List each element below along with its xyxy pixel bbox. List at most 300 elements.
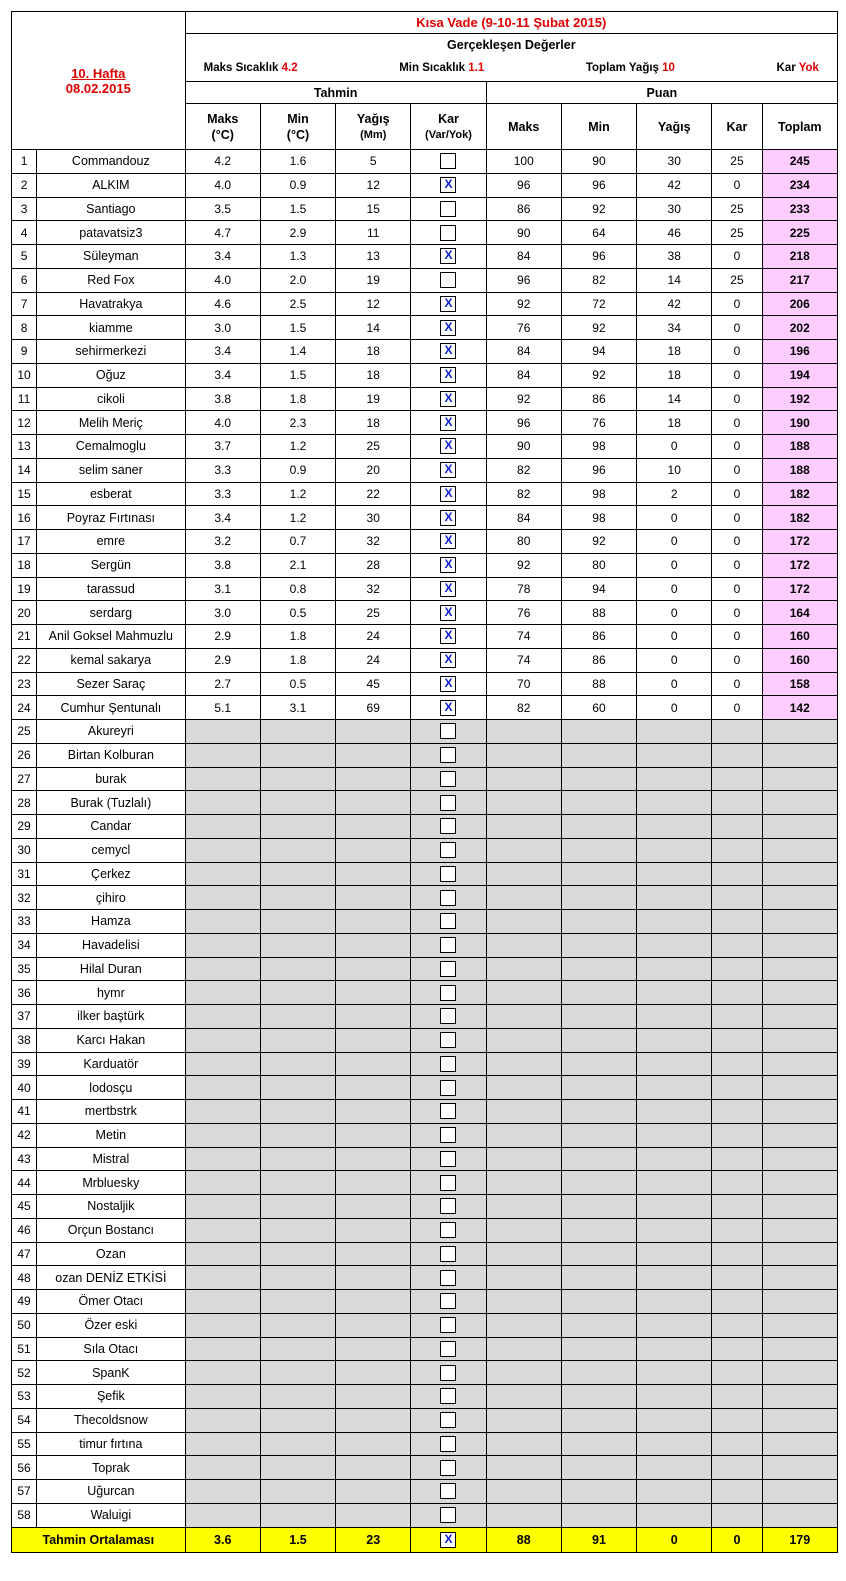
forecast-max	[185, 1100, 260, 1124]
score-snow	[712, 862, 762, 886]
forecast-min	[260, 1195, 335, 1219]
forecast-snow	[411, 1076, 486, 1100]
score-max	[486, 720, 561, 744]
forecast-max	[185, 1337, 260, 1361]
snow-checkbox[interactable]: X	[440, 296, 456, 312]
score-rain: 0	[637, 648, 712, 672]
score-snow: 0	[712, 316, 762, 340]
snow-checkbox[interactable]	[440, 225, 456, 241]
score-rain	[637, 791, 712, 815]
forecast-snow	[411, 553, 486, 577]
snow-checkbox[interactable]	[440, 842, 456, 858]
score-max	[486, 933, 561, 957]
score-min	[561, 1195, 636, 1219]
row-number: 52	[12, 1361, 37, 1385]
snow-checkbox[interactable]	[440, 1270, 456, 1286]
table-row-empty	[12, 1028, 838, 1052]
snow-checkbox[interactable]	[440, 818, 456, 834]
score-rain	[637, 1408, 712, 1432]
forecast-min: 2.0	[260, 268, 335, 292]
snow-checkbox[interactable]	[440, 1032, 456, 1048]
table-row	[12, 245, 838, 269]
score-min	[561, 1123, 636, 1147]
score-rain: 0	[637, 530, 712, 554]
snow-checkbox[interactable]	[440, 866, 456, 882]
table-row	[12, 150, 838, 174]
score-max: 74	[486, 648, 561, 672]
score-min	[561, 743, 636, 767]
col-score-min: Min	[561, 104, 636, 150]
forecast-snow	[411, 815, 486, 839]
forecast-rain: 28	[336, 553, 411, 577]
snow-checkbox[interactable]: X	[440, 652, 456, 668]
forecast-snow	[411, 791, 486, 815]
score-snow: 0	[712, 482, 762, 506]
forecast-snow	[411, 767, 486, 791]
score-max: 76	[486, 601, 561, 625]
forecast-min: 1.6	[260, 150, 335, 174]
score-min: 96	[561, 245, 636, 269]
row-number: 36	[12, 981, 37, 1005]
average-label: Tahmin Ortalaması	[12, 1527, 186, 1552]
snow-checkbox[interactable]	[440, 913, 456, 929]
score-min: 98	[561, 482, 636, 506]
score-rain	[637, 933, 712, 957]
table-row	[12, 648, 838, 672]
forecast-min: 2.3	[260, 411, 335, 435]
forecast-rain	[336, 1147, 411, 1171]
forecast-max	[185, 1456, 260, 1480]
score-min	[561, 1242, 636, 1266]
forecast-rain	[336, 1480, 411, 1504]
snow-checkbox[interactable]	[440, 1151, 456, 1167]
score-rain: 42	[637, 173, 712, 197]
forecast-rain	[336, 1337, 411, 1361]
score-rain: 14	[637, 268, 712, 292]
forecast-score-table	[11, 11, 838, 1553]
forecast-rain	[336, 815, 411, 839]
score-max	[486, 1456, 561, 1480]
score-rain	[637, 957, 712, 981]
score-rain: 14	[637, 387, 712, 411]
snow-checkbox[interactable]	[440, 1080, 456, 1096]
forecast-min	[260, 767, 335, 791]
score-max: 92	[486, 553, 561, 577]
snow-checkbox[interactable]	[440, 1460, 456, 1476]
score-total: 190	[762, 411, 837, 435]
score-snow	[712, 910, 762, 934]
table-row-empty	[12, 981, 838, 1005]
forecast-rain	[336, 791, 411, 815]
snow-checkbox[interactable]	[440, 890, 456, 906]
table-row-empty	[12, 886, 838, 910]
forecast-max: 4.6	[185, 292, 260, 316]
snow-checkbox[interactable]	[440, 795, 456, 811]
snow-checkbox[interactable]: X	[440, 676, 456, 692]
row-number: 40	[12, 1076, 37, 1100]
forecast-snow	[411, 173, 486, 197]
actual-snow: Kar Yok	[776, 62, 819, 75]
forecast-min	[260, 1076, 335, 1100]
forecast-snow	[411, 577, 486, 601]
score-total	[762, 1385, 837, 1409]
score-snow	[712, 767, 762, 791]
snow-checkbox[interactable]	[440, 1436, 456, 1452]
score-rain	[637, 1076, 712, 1100]
forecast-max	[185, 743, 260, 767]
forecast-rain	[336, 720, 411, 744]
score-snow: 0	[712, 411, 762, 435]
table-row-empty	[12, 1195, 838, 1219]
participant-name: Nostaljik	[37, 1195, 186, 1219]
forecast-snow	[411, 1218, 486, 1242]
snow-checkbox[interactable]: X	[440, 343, 456, 359]
forecast-snow	[411, 838, 486, 862]
table-row	[12, 672, 838, 696]
table-row	[12, 482, 838, 506]
row-number: 55	[12, 1432, 37, 1456]
score-max	[486, 1337, 561, 1361]
snow-checkbox[interactable]	[440, 1175, 456, 1191]
score-snow: 25	[712, 221, 762, 245]
forecast-snow	[411, 625, 486, 649]
forecast-max: 3.3	[185, 482, 260, 506]
table-row	[12, 268, 838, 292]
score-min: 98	[561, 435, 636, 459]
forecast-rain	[336, 1195, 411, 1219]
snow-checkbox[interactable]: X	[440, 628, 456, 644]
score-total: 172	[762, 577, 837, 601]
forecast-snow	[411, 530, 486, 554]
score-rain	[637, 1432, 712, 1456]
snow-checkbox[interactable]: X	[440, 581, 456, 597]
forecast-group-header: Tahmin	[185, 82, 486, 104]
table-row-empty	[12, 1480, 838, 1504]
score-min	[561, 1076, 636, 1100]
forecast-max: 3.8	[185, 553, 260, 577]
participant-name: Hamza	[37, 910, 186, 934]
participant-name: timur fırtına	[37, 1432, 186, 1456]
score-total	[762, 1171, 837, 1195]
snow-checkbox[interactable]	[440, 1412, 456, 1428]
score-total	[762, 981, 837, 1005]
score-max	[486, 957, 561, 981]
snow-checkbox[interactable]	[440, 1222, 456, 1238]
forecast-min: 0.7	[260, 530, 335, 554]
score-snow	[712, 1290, 762, 1314]
snow-checkbox[interactable]: X	[440, 367, 456, 383]
score-min: 82	[561, 268, 636, 292]
participant-name: çihiro	[37, 886, 186, 910]
snow-checkbox[interactable]	[440, 1056, 456, 1072]
forecast-snow	[411, 363, 486, 387]
forecast-min: 1.5	[260, 316, 335, 340]
forecast-min: 1.3	[260, 245, 335, 269]
snow-checkbox[interactable]: X	[440, 320, 456, 336]
score-snow	[712, 720, 762, 744]
table-row	[12, 530, 838, 554]
snow-checkbox[interactable]	[440, 1198, 456, 1214]
snow-checkbox[interactable]: X	[440, 533, 456, 549]
forecast-max: 4.0	[185, 268, 260, 292]
snow-checkbox[interactable]: X	[440, 486, 456, 502]
forecast-min	[260, 1361, 335, 1385]
score-max	[486, 767, 561, 791]
score-total	[762, 933, 837, 957]
score-max	[486, 1480, 561, 1504]
forecast-rain	[336, 957, 411, 981]
forecast-max	[185, 791, 260, 815]
score-snow: 0	[712, 340, 762, 364]
table-row-empty	[12, 1100, 838, 1124]
table-row-empty	[12, 815, 838, 839]
snow-checkbox[interactable]: X	[440, 557, 456, 573]
participant-name: Hilal Duran	[37, 957, 186, 981]
forecast-min	[260, 1147, 335, 1171]
snow-checkbox[interactable]	[440, 1365, 456, 1381]
score-max	[486, 1052, 561, 1076]
snow-checkbox[interactable]	[440, 1246, 456, 1262]
snow-checkbox[interactable]: X	[440, 415, 456, 431]
snow-checkbox[interactable]	[440, 1127, 456, 1143]
row-number: 18	[12, 553, 37, 577]
score-min	[561, 1313, 636, 1337]
score-rain	[637, 1218, 712, 1242]
snow-checkbox[interactable]	[440, 1388, 456, 1404]
participant-name: cikoli	[37, 387, 186, 411]
col-score-total: Toplam	[762, 104, 837, 150]
row-number: 7	[12, 292, 37, 316]
participant-name: patavatsiz3	[37, 221, 186, 245]
score-max	[486, 1266, 561, 1290]
forecast-max	[185, 1313, 260, 1337]
row-number: 38	[12, 1028, 37, 1052]
forecast-snow	[411, 316, 486, 340]
score-total	[762, 1028, 837, 1052]
score-max	[486, 1005, 561, 1029]
row-number: 44	[12, 1171, 37, 1195]
score-snow: 25	[712, 150, 762, 174]
forecast-max	[185, 1480, 260, 1504]
participant-name: serdarg	[37, 601, 186, 625]
snow-checkbox[interactable]: X	[440, 1532, 456, 1548]
score-total	[762, 1195, 837, 1219]
snow-checkbox[interactable]	[440, 771, 456, 787]
snow-checkbox[interactable]: X	[440, 605, 456, 621]
row-number: 24	[12, 696, 37, 720]
score-min	[561, 1052, 636, 1076]
score-total: 225	[762, 221, 837, 245]
score-snow	[712, 1147, 762, 1171]
score-total	[762, 1432, 837, 1456]
snow-checkbox[interactable]: X	[440, 700, 456, 716]
participant-name: esberat	[37, 482, 186, 506]
forecast-rain	[336, 1123, 411, 1147]
forecast-snow	[411, 340, 486, 364]
forecast-snow	[411, 387, 486, 411]
score-total: 172	[762, 553, 837, 577]
score-snow: 0	[712, 435, 762, 459]
participant-name: Cumhur Şentunalı	[37, 696, 186, 720]
row-number: 28	[12, 791, 37, 815]
table-row	[12, 458, 838, 482]
table-row	[12, 601, 838, 625]
snow-checkbox[interactable]: X	[440, 462, 456, 478]
score-rain	[637, 1123, 712, 1147]
forecast-rain: 5	[336, 150, 411, 174]
table-row-empty	[12, 1313, 838, 1337]
snow-checkbox[interactable]	[440, 961, 456, 977]
row-number: 29	[12, 815, 37, 839]
score-total	[762, 1480, 837, 1504]
score-total	[762, 1408, 837, 1432]
table-row	[12, 292, 838, 316]
forecast-min: 2.1	[260, 553, 335, 577]
score-total: 164	[762, 601, 837, 625]
forecast-snow	[411, 933, 486, 957]
snow-checkbox[interactable]	[440, 723, 456, 739]
table-row-empty	[12, 1432, 838, 1456]
snow-checkbox[interactable]	[440, 1293, 456, 1309]
forecast-min	[260, 1456, 335, 1480]
forecast-max: 4.0	[185, 173, 260, 197]
score-snow: 0	[712, 363, 762, 387]
average-score-snow: 0	[712, 1527, 762, 1552]
score-rain	[637, 1171, 712, 1195]
score-snow	[712, 981, 762, 1005]
score-total	[762, 1266, 837, 1290]
participant-name: mertbstrk	[37, 1100, 186, 1124]
snow-checkbox[interactable]	[440, 1317, 456, 1333]
snow-checkbox[interactable]: X	[440, 391, 456, 407]
score-snow: 0	[712, 625, 762, 649]
score-rain	[637, 1147, 712, 1171]
forecast-min	[260, 957, 335, 981]
snow-checkbox[interactable]	[440, 1008, 456, 1024]
forecast-rain: 12	[336, 292, 411, 316]
score-min	[561, 720, 636, 744]
score-max	[486, 1385, 561, 1409]
forecast-snow	[411, 1480, 486, 1504]
score-min	[561, 1503, 636, 1527]
score-rain: 0	[637, 435, 712, 459]
snow-checkbox[interactable]	[440, 937, 456, 953]
row-number: 31	[12, 862, 37, 886]
snow-checkbox[interactable]	[440, 1507, 456, 1523]
row-number: 33	[12, 910, 37, 934]
forecast-min	[260, 1242, 335, 1266]
snow-checkbox[interactable]: X	[440, 438, 456, 454]
score-total	[762, 1361, 837, 1385]
score-min	[561, 1337, 636, 1361]
forecast-min	[260, 1337, 335, 1361]
score-total	[762, 720, 837, 744]
forecast-snow	[411, 411, 486, 435]
participant-name: Candar	[37, 815, 186, 839]
forecast-rain: 45	[336, 672, 411, 696]
snow-checkbox[interactable]	[440, 1483, 456, 1499]
snow-checkbox[interactable]	[440, 272, 456, 288]
forecast-snow	[411, 197, 486, 221]
forecast-rain	[336, 1432, 411, 1456]
forecast-min	[260, 862, 335, 886]
score-total	[762, 1242, 837, 1266]
score-snow: 0	[712, 506, 762, 530]
score-min	[561, 1266, 636, 1290]
score-min: 64	[561, 221, 636, 245]
score-snow: 0	[712, 292, 762, 316]
row-number: 14	[12, 458, 37, 482]
score-max	[486, 1076, 561, 1100]
snow-checkbox[interactable]: X	[440, 177, 456, 193]
forecast-rain: 25	[336, 601, 411, 625]
score-max	[486, 1028, 561, 1052]
score-total	[762, 1147, 837, 1171]
score-min: 92	[561, 316, 636, 340]
snow-checkbox[interactable]	[440, 747, 456, 763]
row-number: 13	[12, 435, 37, 459]
score-snow	[712, 1123, 762, 1147]
snow-checkbox[interactable]	[440, 153, 456, 169]
snow-checkbox[interactable]	[440, 985, 456, 1001]
snow-checkbox[interactable]	[440, 1103, 456, 1119]
forecast-max	[185, 1052, 260, 1076]
snow-checkbox[interactable]	[440, 1341, 456, 1357]
table-row-empty	[12, 957, 838, 981]
snow-checkbox[interactable]: X	[440, 510, 456, 526]
forecast-max: 3.0	[185, 316, 260, 340]
snow-checkbox[interactable]	[440, 201, 456, 217]
score-rain	[637, 886, 712, 910]
forecast-max	[185, 1361, 260, 1385]
table-row-empty	[12, 1242, 838, 1266]
participant-name: Ozan	[37, 1242, 186, 1266]
row-number: 25	[12, 720, 37, 744]
forecast-max: 3.1	[185, 577, 260, 601]
forecast-rain	[336, 1408, 411, 1432]
forecast-min	[260, 1503, 335, 1527]
table-row-empty	[12, 1147, 838, 1171]
forecast-max: 3.8	[185, 387, 260, 411]
forecast-min	[260, 1266, 335, 1290]
participant-name: Şefik	[37, 1385, 186, 1409]
snow-checkbox[interactable]: X	[440, 248, 456, 264]
forecast-min	[260, 1480, 335, 1504]
participant-name: Ömer Otacı	[37, 1290, 186, 1314]
forecast-snow	[411, 1242, 486, 1266]
forecast-min	[260, 815, 335, 839]
score-rain	[637, 1052, 712, 1076]
score-rain: 18	[637, 363, 712, 387]
row-number: 50	[12, 1313, 37, 1337]
score-min	[561, 1028, 636, 1052]
forecast-max	[185, 1195, 260, 1219]
score-max	[486, 1123, 561, 1147]
forecast-snow	[411, 1147, 486, 1171]
forecast-snow	[411, 1337, 486, 1361]
score-min	[561, 1005, 636, 1029]
col-forecast-min: Min (°C)	[260, 104, 335, 150]
score-snow	[712, 1361, 762, 1385]
score-total	[762, 1337, 837, 1361]
forecast-rain	[336, 1171, 411, 1195]
score-rain: 46	[637, 221, 712, 245]
row-number: 26	[12, 743, 37, 767]
score-rain	[637, 1242, 712, 1266]
score-snow	[712, 1432, 762, 1456]
participant-name: ozan DENİZ ETKİSİ	[37, 1266, 186, 1290]
forecast-snow	[411, 1171, 486, 1195]
